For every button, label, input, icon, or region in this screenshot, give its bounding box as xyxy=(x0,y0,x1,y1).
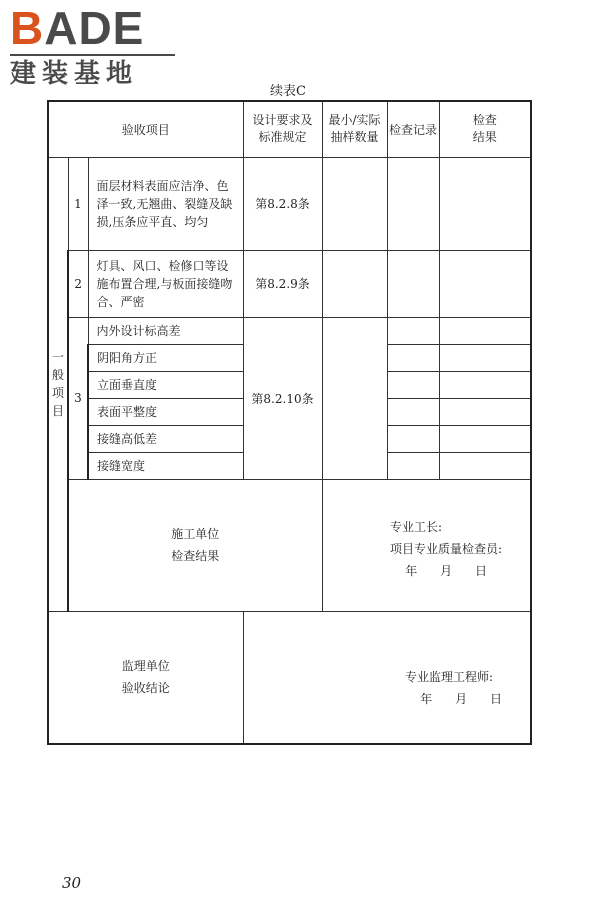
result-cell xyxy=(439,157,531,250)
subitem-label: 立面垂直度 xyxy=(88,371,243,398)
header-item: 验收项目 xyxy=(48,101,243,157)
result-cell xyxy=(439,398,531,425)
header-row xyxy=(48,101,531,157)
result-cell xyxy=(439,371,531,398)
supervision-row xyxy=(48,611,531,744)
row-number: 1 xyxy=(68,157,88,250)
sample-cell xyxy=(322,317,387,479)
header-sample: 最小/实际 抽样数量 xyxy=(322,101,387,157)
header-record: 检查记录 xyxy=(387,101,439,157)
row-number: 3 xyxy=(68,317,88,479)
result-cell xyxy=(439,250,531,317)
table-caption: 续表C xyxy=(270,84,306,99)
table-row xyxy=(48,157,531,250)
subitem-label: 接缝高低差 xyxy=(88,425,243,452)
record-cell xyxy=(387,157,439,250)
row-clause: 第8.2.8条 xyxy=(243,157,322,250)
row-clause: 第8.2.9条 xyxy=(243,250,322,317)
logo-subtitle: 建装基地 xyxy=(10,59,139,89)
header-result: 检查 结果 xyxy=(439,101,531,157)
logo-divider xyxy=(10,54,175,56)
record-cell xyxy=(387,371,439,398)
supervision-signature-lines: 专业监理工程师: 年 月 日 xyxy=(404,669,503,706)
result-cell xyxy=(439,344,531,371)
group-label: 一 般 项 目 xyxy=(48,157,68,611)
table-row xyxy=(48,250,531,317)
page-number: 30 xyxy=(62,874,82,892)
row-description: 灯具、风口、检修口等设施布置合理,与板面接缝吻合、严密 xyxy=(88,250,243,317)
sample-cell xyxy=(322,157,387,250)
result-cell xyxy=(439,452,531,479)
record-cell xyxy=(387,250,439,317)
record-cell xyxy=(387,398,439,425)
result-cell xyxy=(439,317,531,344)
logo-brand-rest: ADE xyxy=(44,2,145,54)
construction-signature-area xyxy=(322,479,531,611)
table-row xyxy=(48,317,531,344)
subitem-label: 阴阳角方正 xyxy=(88,344,243,371)
logo-accent-letter: B xyxy=(10,2,45,54)
inspection-form-table xyxy=(47,100,532,745)
row-clause: 第8.2.10条 xyxy=(243,317,322,479)
construction-label: 施工单位 检查结果 xyxy=(68,479,322,611)
subitem-label: 接缝宽度 xyxy=(88,452,243,479)
subitem-label: 内外设计标高差 xyxy=(88,317,243,344)
supervision-signature-area xyxy=(243,611,531,744)
record-cell xyxy=(387,425,439,452)
record-cell xyxy=(387,452,439,479)
record-cell xyxy=(387,344,439,371)
bade-logo xyxy=(10,4,180,90)
logo-wordmark xyxy=(10,4,175,52)
subitem-label: 表面平整度 xyxy=(88,398,243,425)
construction-row xyxy=(48,479,531,611)
supervision-label: 监理单位 验收结论 xyxy=(48,611,243,744)
construction-signature-lines: 专业工长: 项目专业质量检查员: 年 月 日 xyxy=(389,519,503,578)
result-cell xyxy=(439,425,531,452)
row-number: 2 xyxy=(68,250,88,317)
row-description: 面层材料表面应洁净、色泽一致,无翘曲、裂缝及缺损,压条应平直、均匀 xyxy=(88,157,243,250)
header-design-req: 设计要求及 标准规定 xyxy=(243,101,322,157)
sample-cell xyxy=(322,250,387,317)
record-cell xyxy=(387,317,439,344)
